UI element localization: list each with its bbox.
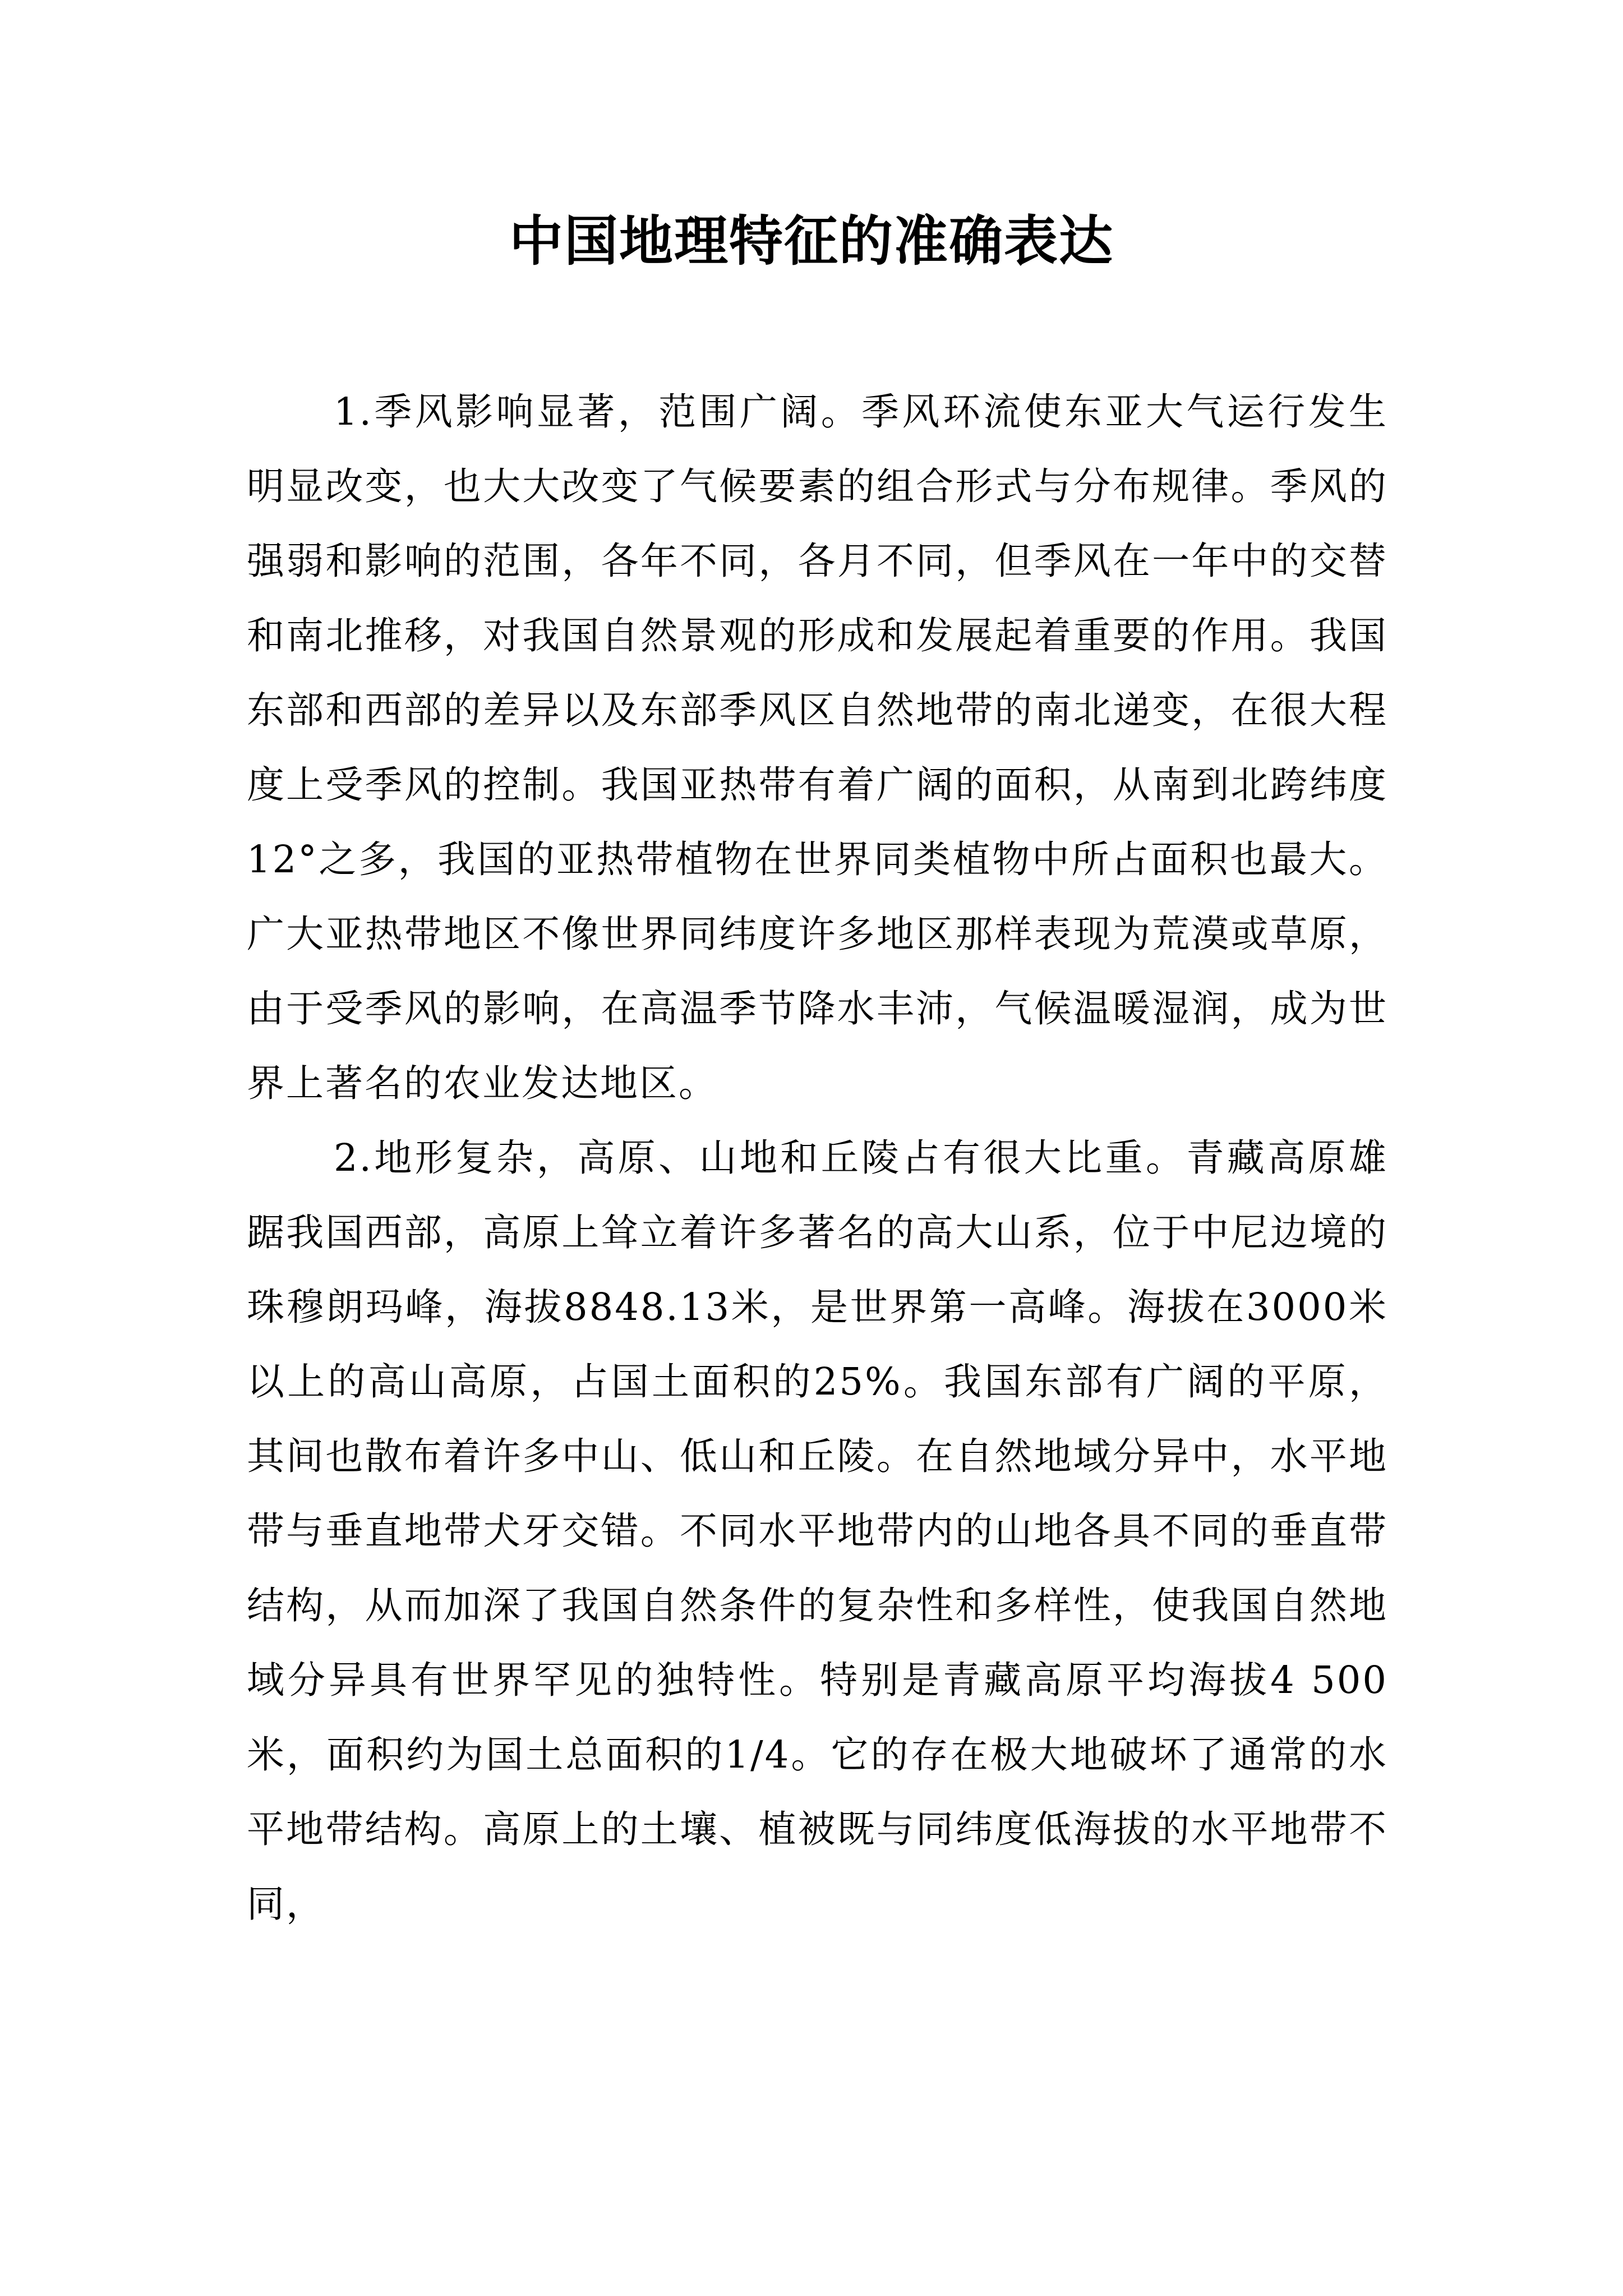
document-body: [247, 375, 1388, 1941]
document-title: 中国地理特征的准确表达: [509, 209, 1114, 273]
paragraph-monsoon: 1.季风影响显著，范围广阔。季风环流使东亚大气运行发生明显改变，也大大改变了气候要素的组合形式与分布规律。季风的强弱和影响的范围，各年不同，各月不同，但季风在一年中的交替和南北推移，对我国自然景观的形成和发展起着重要的作用。我国东部和西部的差异以及东部季风区自然地带的南北递变，在很大程度上受季风的控制。我国亚热带有着广阔的面积，从南到北跨纬度12°之多，我国的亚热带植物在世界同类植物中所占面积也最大。广大亚热带地区不像世界同纬度许多地区那样表现为荒漠或草原，由于受季风的影响，在高温季节降水丰沛，气候温暖湿润，成为世界上著名的农业发达地区。: [247, 390, 1388, 1105]
paragraph-terrain: 2.地形复杂，高原、山地和丘陵占有很大比重。青藏高原雄踞我国西部，高原上耸立着许多著名的高大山系，位于中尼边境的珠穆朗玛峰，海拔8848.13米，是世界第一高峰。海拔在3000米以上的高山高原，占国土面积的25%。我国东部有广阔的平原，其间也散布着许多中山、低山和丘陵。在自然地域分异中，水平地带与垂直地带犬牙交错。不同水平地带内的山地各具不同的垂直带结构，从而加深了我国自然条件的复杂性和多样性，使我国自然地域分异具有世界罕见的独特性。特别是青藏高原平均海拔4 500米，面积约为国土总面积的1/4。它的存在极大地破坏了通常的水平地带结构。高原上的土壤、植被既与同纬度低海拔的水平地带不同，: [247, 1136, 1388, 1926]
